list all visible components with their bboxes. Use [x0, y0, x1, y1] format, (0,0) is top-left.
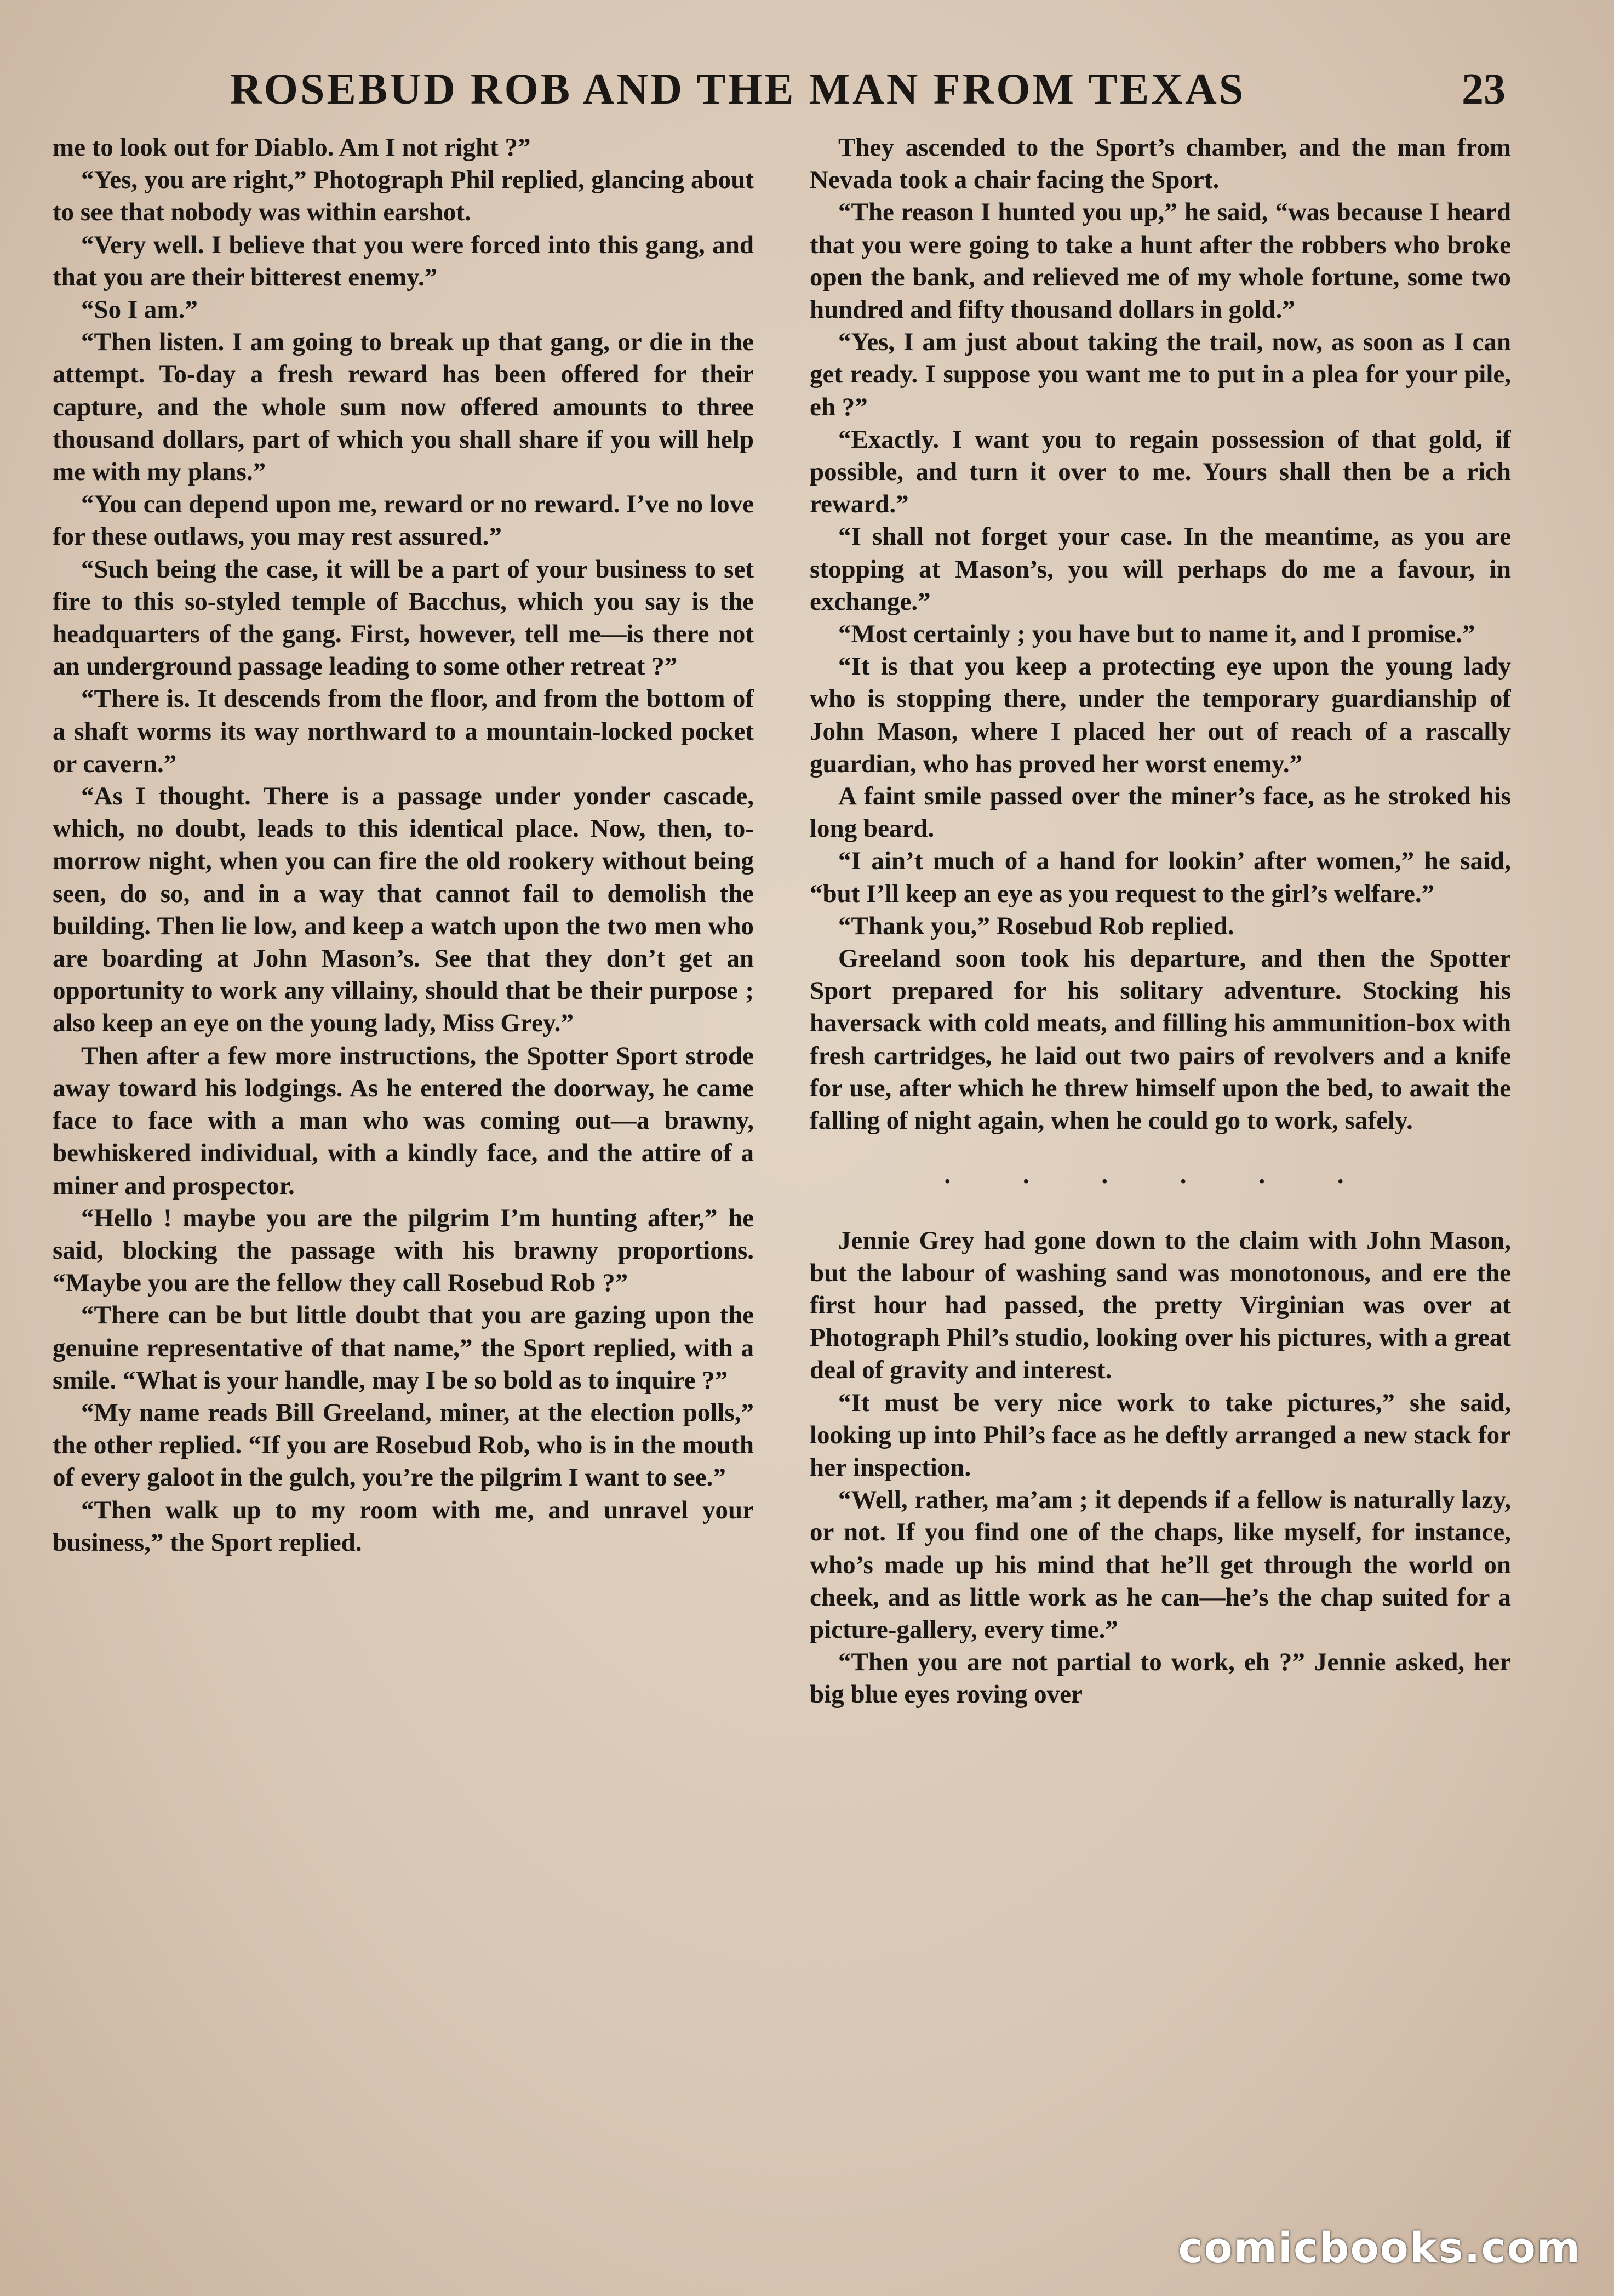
paragraph: me to look out for Diablo. Am I not right ?”	[53, 133, 531, 162]
paragraph: Greeland soon took his departure, and then the Spotter Sport prepared for his solitary adventure. Stocking his haversack with cold meats, and filling his ammunition-box with fresh cartridges, he laid out two pairs of revolvers and a knife for use, after which he threw himself upon the bed, to await the falling of night again, when he could go to work, safely.	[810, 944, 1511, 1135]
paragraph: They ascended to the Sport’s chamber, and the man from Nevada took a chair facing the Sport.	[810, 133, 1511, 195]
page-number: 23	[1462, 65, 1506, 113]
paragraph: “I shall not forget your case. In the meantime, as you are stopping at Mason’s, you will perhaps do me a favour, in exchange.”	[810, 522, 1511, 616]
paragraph: “Well, rather, ma’am ; it depends if a fellow is naturally lazy, or not. If you find one of the chaps, like myself, for instance, who’s made up his mind that he’ll get through the world on cheek, and as little work as he can—he’s the chap suited for a picture-gallery, every time.”	[810, 1486, 1511, 1644]
paragraph: “My name reads Bill Greeland, miner, at the election polls,” the other replied. “If you are Rosebud Rob, who is in the mouth of every galoot in the gulch, you’re the pilgrim I want to see.”	[53, 1398, 754, 1492]
watermark: comicbooks.com	[1178, 2223, 1581, 2272]
running-title: ROSEBUD ROB AND THE MAN FROM TEXAS	[230, 65, 1246, 113]
paragraph: A faint smile passed over the miner’s face, as he stroked his long beard.	[810, 782, 1511, 843]
paragraph: “There is. It descends from the floor, and from the bottom of a shaft worms its way northward to a mountain-locked pocket or cavern.”	[53, 684, 754, 778]
paragraph: “It must be very nice work to take pictures,” she said, looking up into Phil’s face as he deftly arranged a new stack for her inspection.	[810, 1388, 1511, 1482]
paragraph: “Hello ! maybe you are the pilgrim I’m hunting after,” he said, blocking the passage with his brawny proportions. “Maybe you are the fellow they call Rosebud Rob ?”	[53, 1203, 754, 1298]
section-break: . . . . . .	[944, 1161, 1377, 1190]
paragraph: Jennie Grey had gone down to the claim with John Mason, but the labour of washing sand was monotonous, and ere the first hour had passed, the pretty Virginian was over at Photograph Phil’s studio, looking over his pictures, with a great deal of gravity and interest.	[810, 1226, 1511, 1385]
paragraph: “Then walk up to my room with me, and unravel your business,” the Sport replied.	[53, 1495, 754, 1557]
paragraph: “Yes, you are right,” Photograph Phil replied, glancing about to see that nobody was within earshot.	[53, 165, 754, 227]
paragraph: Then after a few more instructions, the Spotter Sport strode away toward his lodgings. As he entered the doorway, he came face to face with a man who was coming out—a brawny, bewhiskered individual, with a kindly face, and the attire of a miner and prospector.	[53, 1041, 754, 1200]
paragraph: “Exactly. I want you to regain possession of that gold, if possible, and turn it over to me. Yours shall then be a rich reward.”	[810, 425, 1511, 519]
paragraph: “It is that you keep a protecting eye upon the young lady who is stopping there, under the temporary guardianship of John Mason, where I placed her out of reach of a rascally guardian, who has proved her worst enemy.”	[810, 652, 1511, 778]
paragraph: “Thank you,” Rosebud Rob replied.	[838, 911, 1234, 940]
paragraph: “You can depend upon me, reward or no reward. I’ve no love for these outlaws, you may rest assured.”	[53, 490, 754, 551]
left-column	[53, 132, 754, 2214]
paragraph: “So I am.”	[81, 295, 198, 324]
paragraph: “Then listen. I am going to break up that gang, or die in the attempt. To-day a fresh reward has been offered for their capture, and the whole sum now offered amounts to three thousand dollars, part of which you shall share if you will help me with my plans.”	[53, 328, 754, 487]
paragraph: “Such being the case, it will be a part of your business to set fire to this so-styled temple of Bacchus, which you say is the headquarters of the gang. First, however, tell me—is there not an underground passage leading to some other retreat ?”	[53, 555, 754, 681]
paragraph: “Most certainly ; you have but to name it, and I promise.”	[838, 620, 1475, 649]
paragraph: “There can be but little doubt that you are gazing upon the genuine representative of that name,” the Sport replied, with a smile. “What is your handle, may I be so bold as to inquire ?”	[53, 1301, 754, 1395]
paragraph: “Yes, I am just about taking the trail, now, as soon as I can get ready. I suppose you want me to put in a plea for your pile, eh ?”	[810, 328, 1511, 421]
paragraph: “Then you are not partial to work, eh ?” Jennie asked, her big blue eyes roving over	[810, 1648, 1511, 1709]
paragraph: “The reason I hunted you up,” he said, “was because I heard that you were going to take a hunt after the robbers who broke open the bank, and relieved me of my whole fortune, some two hundred and fifty thousand dollars in gold.”	[810, 198, 1511, 324]
paragraph: “Very well. I believe that you were forced into this gang, and that you are their bitterest enemy.”	[53, 230, 754, 292]
right-column	[810, 132, 1511, 2214]
paragraph: “I ain’t much of a hand for lookin’ after women,” he said, “but I’ll keep an eye as you request to the girl’s welfare.”	[810, 847, 1511, 908]
paragraph: “As I thought. There is a passage under yonder cascade, which, no doubt, leads to this identical place. Now, then, to-morrow night, when you can fire the old rookery without being seen, do so, and in a way that cannot fail to demolish the building. Then lie low, and keep a watch upon the two men who are boarding at John Mason’s. See that they don’t get an opportunity to work any villainy, should that be their purpose ; also keep an eye on the young lady, Miss Grey.”	[53, 782, 754, 1038]
